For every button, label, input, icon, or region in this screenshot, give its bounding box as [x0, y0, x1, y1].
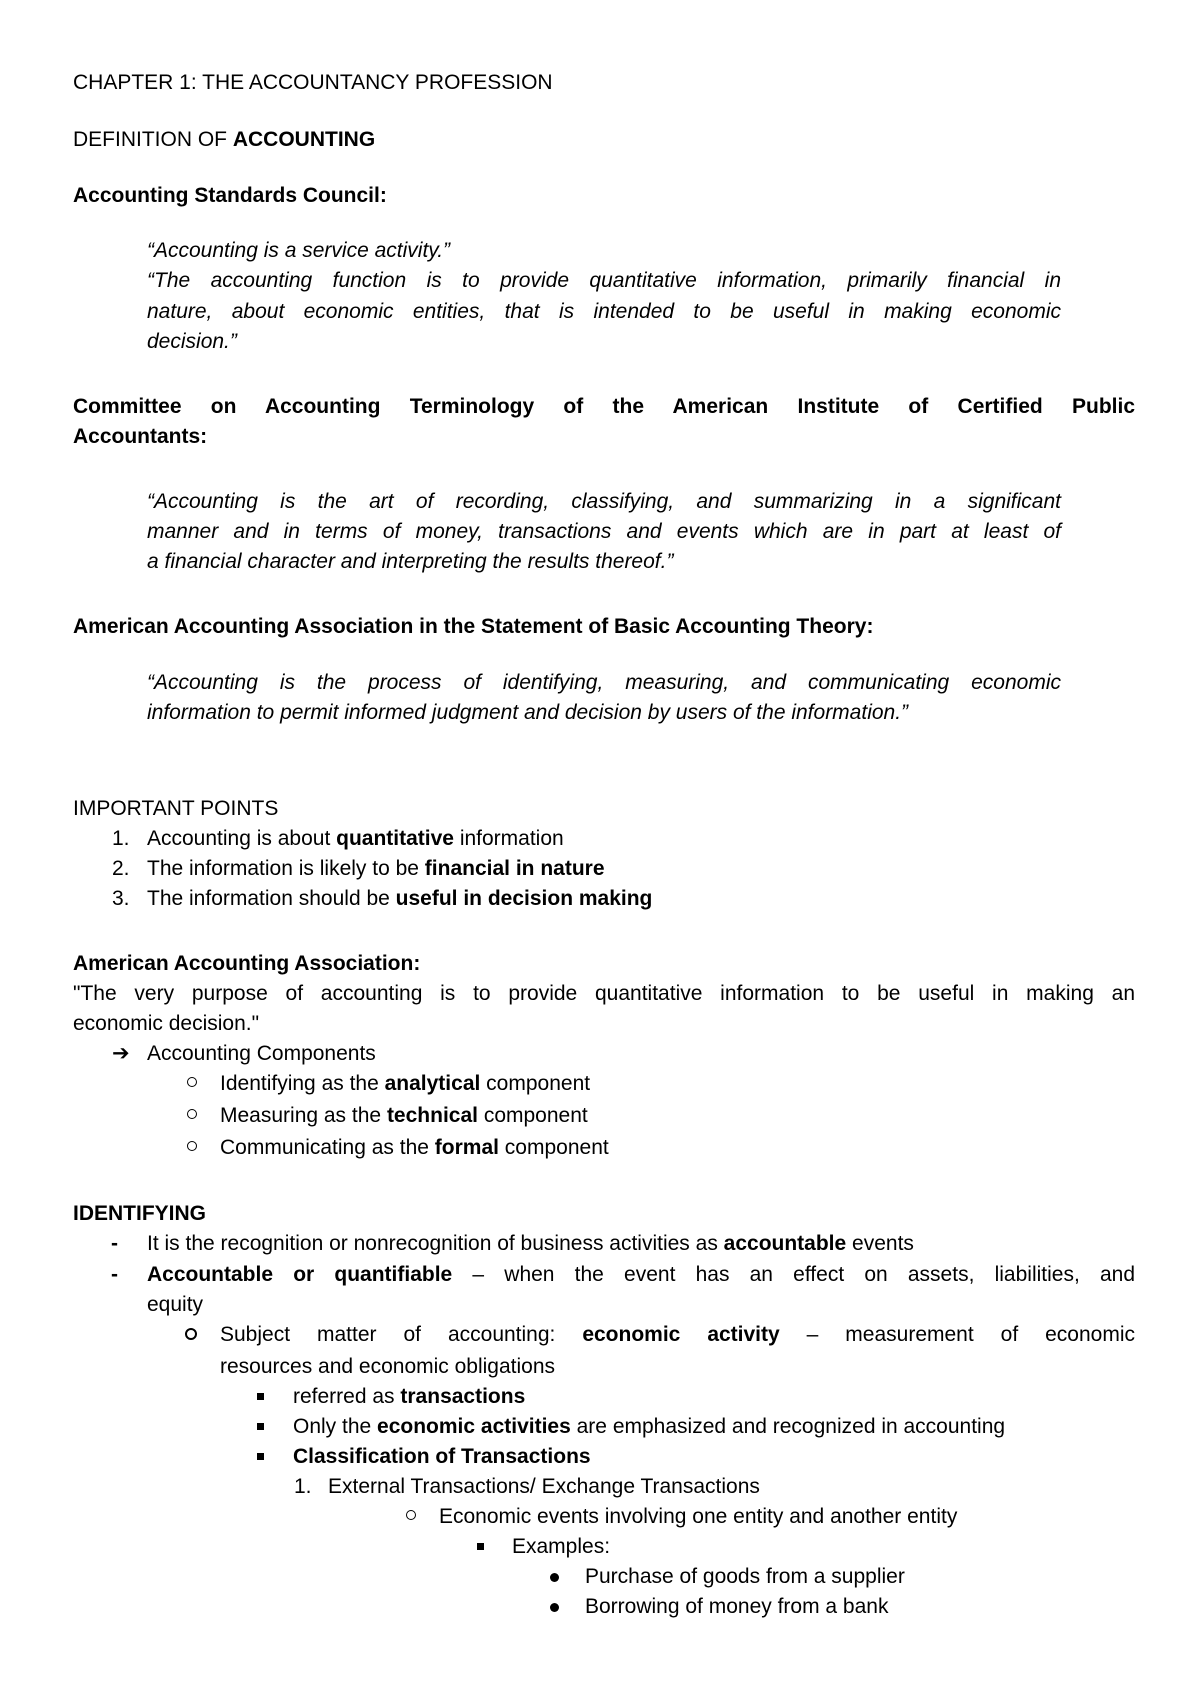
important-item-number: 3. [112, 887, 130, 910]
important-item-bold: useful in decision making [395, 887, 653, 910]
circle-bullet-icon [187, 1109, 197, 1119]
dash-bullet-icon: - [111, 1263, 118, 1286]
aaa-theory-heading: American Accounting Association in the Statement of Basic Accounting Theory: [73, 615, 874, 638]
transaction-text: referred as [293, 1385, 401, 1408]
important-heading: IMPORTANT POINTS [73, 797, 279, 820]
important-item-text: The information is likely to be [147, 857, 425, 880]
component-bold: analytical [384, 1072, 481, 1095]
important-item [147, 823, 564, 854]
important-item-number: 1. [112, 827, 130, 850]
aaa-theory-quote-line: information to permit informed judgment and decision by users of the information.” [147, 701, 909, 724]
square-bullet-icon [257, 1453, 264, 1460]
component-item [220, 1132, 609, 1163]
transaction-item [293, 1381, 525, 1412]
component-item [220, 1068, 590, 1099]
aicpa-quote-line: manner and in terms of money, transactions and events which are in part at least of [147, 520, 1061, 543]
component-bold: formal [434, 1136, 499, 1159]
transaction-item [293, 1411, 1005, 1442]
identifying-heading: IDENTIFYING [73, 1202, 207, 1225]
important-item [147, 853, 605, 884]
square-bullet-icon [257, 1393, 264, 1400]
circle-bullet-icon [185, 1328, 197, 1340]
asc-heading: Accounting Standards Council: [73, 184, 387, 207]
asc-quote-1: “Accounting is a service activity.” [147, 239, 451, 262]
definition-heading-bold: ACCOUNTING [232, 128, 376, 151]
external-desc: Economic events involving one entity and another entity [439, 1505, 958, 1528]
important-item-text: information [453, 827, 564, 850]
component-text: Identifying as the [220, 1072, 385, 1095]
aaa-heading: American Accounting Association: [73, 952, 421, 975]
important-item-text: The information should be [147, 887, 396, 910]
identifying-bold: accountable [723, 1232, 847, 1255]
square-bullet-icon [257, 1423, 264, 1430]
definition-heading-prefix: DEFINITION OF [73, 128, 233, 151]
definition-heading [73, 124, 375, 155]
transaction-text: are emphasized and recognized in accounting [570, 1415, 1006, 1438]
dot-bullet-icon [550, 1573, 559, 1582]
aaa-theory-quote-line: “Accounting is the process of identifying, measuring, and communicating economic [147, 671, 1061, 694]
asc-quote-2-line: “The accounting function is to provide quantitative information, primarily financial in [147, 269, 1061, 292]
accountable-text: – when the event has an effect on assets, liabilities, and [452, 1263, 1136, 1286]
arrow-icon: ➔ [112, 1042, 130, 1065]
chapter-title: CHAPTER 1: THE ACCOUNTANCY PROFESSION [73, 71, 553, 94]
transaction-bold: economic activities [377, 1415, 571, 1438]
subject-text: Subject matter of accounting: [220, 1323, 583, 1346]
aicpa-heading-line: Committee on Accounting Terminology of the American Institute of Certified Public [73, 395, 1135, 418]
aicpa-quote-line: “Accounting is the art of recording, classifying, and summarizing in a significant [147, 490, 1061, 513]
accountable-line-1 [147, 1259, 1135, 1290]
transaction-bold: Classification of Transactions [293, 1445, 591, 1468]
aaa-quote-line: "The very purpose of accounting is to provide quantitative information to be useful in making an [73, 982, 1135, 1005]
accountable-line-2: equity [147, 1293, 204, 1316]
subject-text: – measurement of economic [779, 1323, 1136, 1346]
component-text: Measuring as the [220, 1104, 387, 1127]
aicpa-heading-line: Accountants: [73, 425, 208, 448]
identifying-text: events [846, 1232, 914, 1255]
dash-bullet-icon: - [111, 1232, 118, 1255]
important-item [147, 883, 652, 914]
identifying-item [147, 1228, 914, 1259]
subject-bold: economic activity [582, 1323, 780, 1346]
component-item [220, 1100, 588, 1131]
identifying-text: It is the recognition or nonrecognition of business activities as [147, 1232, 724, 1255]
component-text: Communicating as the [220, 1136, 435, 1159]
component-text: component [480, 1072, 591, 1095]
important-item-text: Accounting is about [147, 827, 337, 850]
circle-bullet-icon [187, 1077, 197, 1087]
transaction-bold: transactions [400, 1385, 526, 1408]
components-label: Accounting Components [147, 1042, 376, 1065]
important-item-bold: quantitative [336, 827, 454, 850]
external-label: External Transactions/ Exchange Transactions [328, 1475, 760, 1498]
important-item-bold: financial in nature [424, 857, 605, 880]
aaa-quote-line: economic decision." [73, 1012, 260, 1035]
example-item: Purchase of goods from a supplier [585, 1565, 905, 1588]
circle-bullet-icon [187, 1141, 197, 1151]
examples-label: Examples: [512, 1535, 611, 1558]
component-text: component [477, 1104, 588, 1127]
aicpa-quote-line: a financial character and interpreting the results thereof.” [147, 550, 674, 573]
component-bold: technical [386, 1104, 478, 1127]
subject-line-2: resources and economic obligations [220, 1355, 556, 1378]
circle-bullet-icon [406, 1510, 416, 1520]
accountable-bold: Accountable or quantifiable [147, 1263, 453, 1286]
component-text: component [498, 1136, 609, 1159]
transaction-item [293, 1441, 591, 1472]
example-item: Borrowing of money from a bank [585, 1595, 889, 1618]
subject-line-1 [220, 1319, 1135, 1350]
asc-quote-2-line: decision.” [147, 330, 237, 353]
external-number: 1. [294, 1475, 312, 1498]
square-bullet-icon [477, 1543, 484, 1550]
transaction-text: Only the [293, 1415, 378, 1438]
important-item-number: 2. [112, 857, 130, 880]
dot-bullet-icon [550, 1603, 559, 1612]
asc-quote-2-line: nature, about economic entities, that is intended to be useful in making economic [147, 300, 1061, 323]
